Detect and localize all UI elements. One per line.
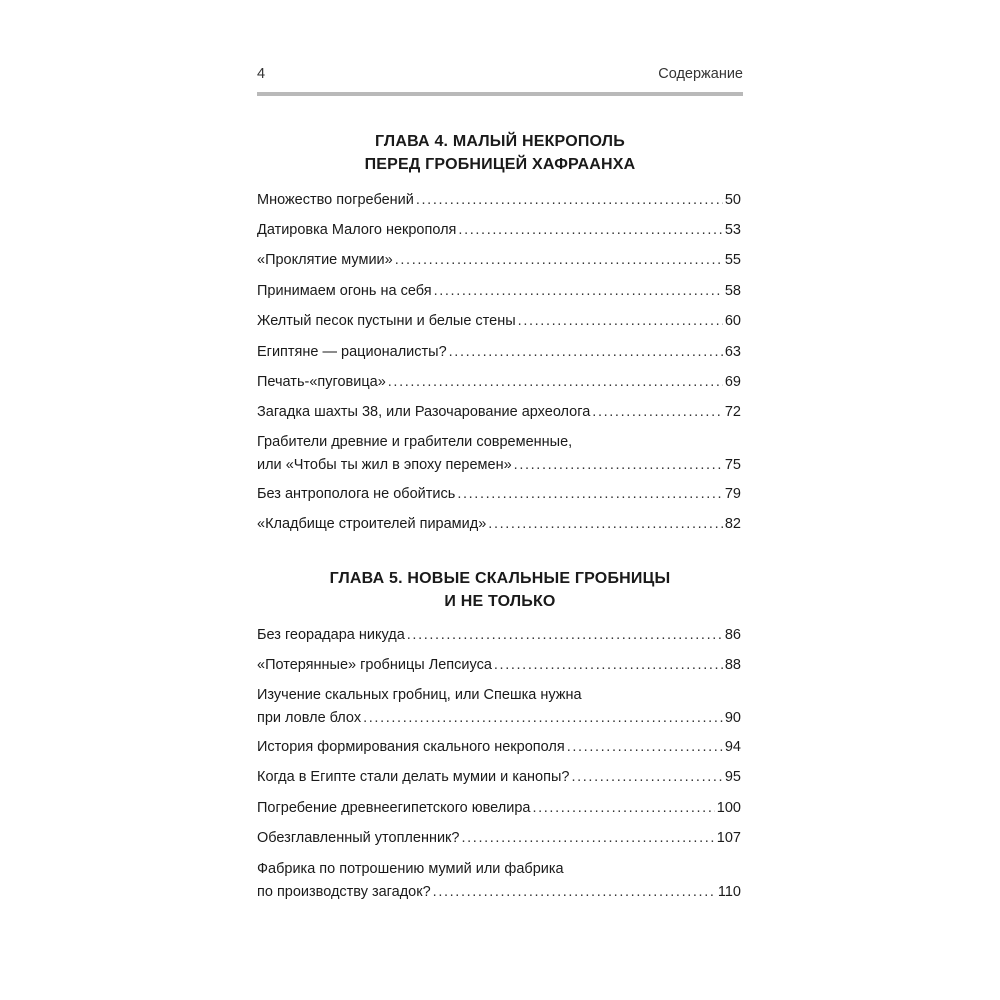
toc-entry[interactable] [257, 736, 741, 759]
toc-leader [407, 624, 723, 647]
toc-entry-title: Принимаем огонь на себя [257, 283, 432, 299]
toc-entry-page: 63 [724, 344, 741, 360]
toc-entry-page: 60 [724, 313, 741, 329]
toc-entry-title: Без антрополога не обойтись [257, 486, 456, 502]
toc-entry-title: «Проклятие мумии» [257, 252, 393, 268]
toc-leader [458, 219, 722, 242]
toc-entry[interactable] [257, 654, 741, 677]
toc-entry-title: Когда в Египте стали делать мумии и канопы? [257, 769, 570, 785]
toc-entry[interactable] [257, 249, 741, 272]
toc-entry[interactable] [257, 219, 741, 242]
toc-entry-title: или «Чтобы ты жил в эпоху перемен» [257, 457, 512, 473]
toc-leader [434, 280, 723, 303]
toc-entry-title: Множество погребений [257, 192, 414, 208]
toc-entry-title: по производству загадок? [257, 884, 431, 900]
toc-leader [461, 827, 714, 850]
header-rule [257, 92, 743, 96]
toc-entry[interactable] [257, 797, 741, 820]
toc-entry-title: Желтый песок пустыни и белые стены [257, 313, 516, 329]
chapter-5-title-line-1: ГЛАВА 5. НОВЫЕ СКАЛЬНЫЕ ГРОБНИЦЫ [329, 570, 671, 587]
toc-leader [488, 513, 723, 536]
toc-leader [494, 654, 723, 677]
toc-entry-title: Египтяне — рационалисты? [257, 344, 447, 360]
toc-entry-page: 94 [724, 739, 741, 755]
toc-leader [363, 707, 723, 730]
toc-entry[interactable] [257, 483, 741, 506]
toc-leader [449, 341, 723, 364]
toc-leader [457, 483, 723, 506]
toc-entry[interactable] [257, 189, 741, 212]
toc-entry-title: «Кладбище строителей пирамид» [257, 516, 487, 532]
toc-entry-page: 79 [724, 486, 741, 502]
toc-entry-page: 110 [717, 884, 741, 900]
toc-entry-page: 100 [716, 800, 741, 816]
running-title: Содержание [658, 66, 743, 82]
toc-entry-page: 82 [724, 516, 741, 532]
toc-leader [514, 454, 723, 477]
chapter-4-title [257, 130, 743, 176]
toc-entry-title: Без георадара никуда [257, 627, 405, 643]
toc-entry[interactable] [257, 624, 741, 647]
toc-leader [518, 310, 723, 333]
toc-entry-title: Обезглавленный утопленник? [257, 830, 460, 846]
toc-entry[interactable] [257, 401, 741, 424]
toc-entry-page: 50 [724, 192, 741, 208]
toc-entry-title-first-line: Изучение скальных гробниц, или Спешка нужна [257, 687, 582, 703]
toc-entry[interactable] [257, 766, 741, 789]
toc-entry[interactable] [257, 310, 741, 333]
toc-leader [571, 766, 722, 789]
toc-leader [592, 401, 723, 424]
toc-entry-page: 72 [724, 404, 741, 420]
chapter-4-title-line-2: ПЕРЕД ГРОБНИЦЕЙ ХАФРААНХА [364, 156, 636, 173]
toc-entry-page: 75 [724, 457, 741, 473]
toc-entry[interactable] [257, 858, 741, 904]
toc-entry-page: 95 [724, 769, 741, 785]
toc-entry-page: 90 [724, 710, 741, 726]
chapter-5-title-line-2: И НЕ ТОЛЬКО [444, 593, 556, 610]
toc-leader [532, 797, 714, 820]
toc-entry-title-first-line: Фабрика по потрошению мумий или фабрика [257, 861, 564, 877]
toc-entry-title: «Потерянные» гробницы Лепсиуса [257, 657, 492, 673]
toc-entry-title: Погребение древнеегипетского ювелира [257, 800, 531, 816]
toc-entry-page: 88 [724, 657, 741, 673]
running-header [257, 66, 743, 82]
toc-entry-page: 53 [724, 222, 741, 238]
toc-leader [395, 249, 723, 272]
toc-entry-page: 86 [724, 627, 741, 643]
toc-entry-title: Печать-«пуговица» [257, 374, 386, 390]
toc-entry[interactable] [257, 431, 741, 477]
toc-leader [567, 736, 723, 759]
toc-entry-title: при ловле блох [257, 710, 362, 726]
toc-entry-title: История формирования скального некрополя [257, 739, 565, 755]
toc-leader [416, 189, 723, 212]
toc-entry-page: 69 [724, 374, 741, 390]
toc-entry-title-first-line: Грабители древние и грабители современные, [257, 434, 573, 450]
toc-entry[interactable] [257, 371, 741, 394]
toc-entry-page: 55 [724, 252, 741, 268]
toc-entry[interactable] [257, 827, 741, 850]
chapter-5-title [257, 567, 743, 613]
toc-entry[interactable] [257, 341, 741, 364]
page-number: 4 [257, 66, 266, 82]
toc-entry-title: Датировка Малого некрополя [257, 222, 457, 238]
toc-entry[interactable] [257, 513, 741, 536]
toc-entry-page: 107 [716, 830, 741, 846]
toc-entry-page: 58 [724, 283, 741, 299]
chapter-4-title-line-1: ГЛАВА 4. МАЛЫЙ НЕКРОПОЛЬ [375, 133, 625, 150]
toc-entry[interactable] [257, 280, 741, 303]
toc-leader [388, 371, 723, 394]
toc-entry-title: Загадка шахты 38, или Разочарование археолога [257, 404, 591, 420]
toc-leader [433, 881, 716, 904]
toc-entry[interactable] [257, 684, 741, 730]
